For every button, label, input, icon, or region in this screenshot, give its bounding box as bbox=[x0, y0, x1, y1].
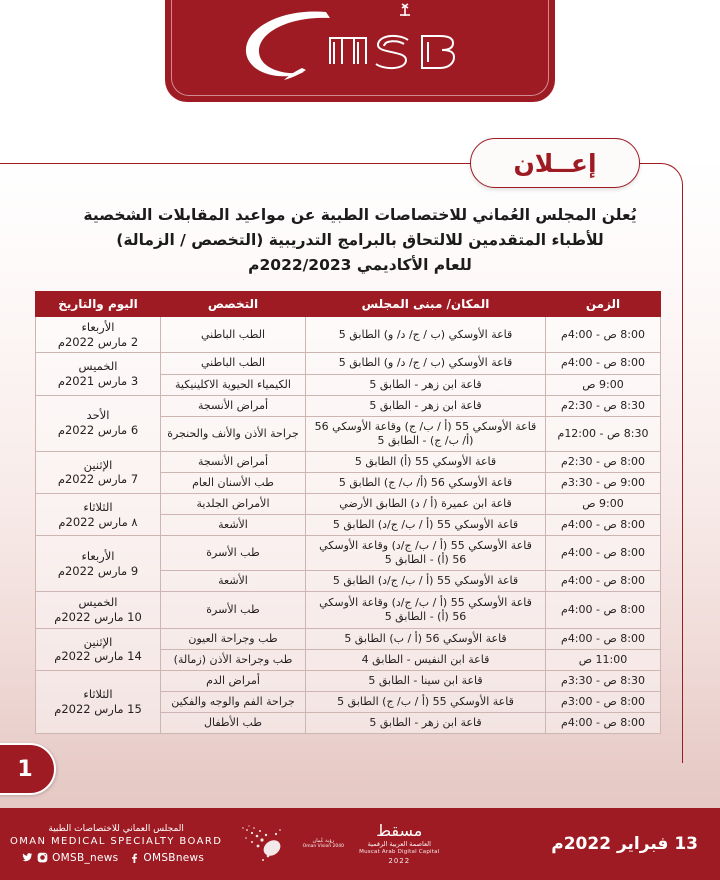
cell-time: 8:00 ص - 4:00م bbox=[546, 536, 661, 571]
omsb-logo bbox=[165, 0, 555, 102]
muscat-logo-english: Muscat Arab Digital Capital bbox=[359, 849, 440, 856]
table-row bbox=[36, 536, 661, 571]
cell-date bbox=[36, 317, 161, 353]
cell-date bbox=[36, 451, 161, 493]
footer-omsb-block bbox=[10, 823, 222, 865]
cell-date bbox=[36, 628, 161, 670]
omsb-logo-mark bbox=[230, 2, 490, 86]
cell-time: 8:00 ص - 4:00م bbox=[546, 353, 661, 374]
cell-specialty: طب وجراحة العيون bbox=[161, 628, 306, 649]
cell-specialty: أمراض الأنسجة bbox=[161, 395, 306, 416]
intro-paragraph bbox=[40, 203, 680, 278]
cell-date bbox=[36, 353, 161, 395]
cell-date-day: الإثنين bbox=[83, 634, 113, 649]
facebook-icon[interactable] bbox=[128, 852, 139, 863]
cell-venue: قاعة الأوسكي (ب / ج/ د/ و) الطابق 5 bbox=[306, 353, 546, 374]
footer-logo-group bbox=[10, 808, 442, 880]
cell-time: 8:30 ص - 12:00م bbox=[546, 416, 661, 451]
cell-venue: قاعة ابن زهر - الطابق 5 bbox=[306, 395, 546, 416]
cell-date-full: 10 مارس 2022م bbox=[54, 610, 142, 625]
table-row bbox=[36, 670, 661, 691]
cell-date bbox=[36, 670, 161, 733]
announcement-badge bbox=[470, 138, 640, 188]
cell-venue: قاعة الأوسكي 55 (أ / ب/ ج/د) وقاعة الأوسكي 56 (أ) - الطابق 5 bbox=[306, 592, 546, 628]
cell-date-full: 15 مارس 2022م bbox=[54, 702, 142, 717]
social-handle-twitter-instagram[interactable]: OMSB_news bbox=[52, 851, 119, 864]
muscat-logo-year: 2022 bbox=[388, 856, 411, 865]
page-number: 1 bbox=[17, 756, 33, 782]
instagram-icon[interactable] bbox=[37, 852, 48, 863]
cell-time: 9:00 ص bbox=[546, 374, 661, 395]
footer-omsb-arabic: المجلس العماني للاختصاصات الطبية bbox=[48, 824, 184, 835]
muscat-logo-main: مسقط bbox=[376, 821, 423, 841]
cell-date-day: الثلاثاء bbox=[83, 499, 113, 514]
cell-date bbox=[36, 395, 161, 451]
footer-omsb-english: OMAN MEDICAL SPECIALTY BOARD bbox=[10, 836, 223, 848]
cell-specialty: الطب الباطني bbox=[161, 317, 306, 353]
cell-time: 8:00 ص - 3:00م bbox=[546, 692, 661, 713]
table-row bbox=[36, 353, 661, 374]
omsb-logo-card bbox=[165, 0, 555, 102]
cell-venue: قاعة الأوسكي 55 (أ / ب/ ج/د) الطابق 5 bbox=[306, 515, 546, 536]
muscat-digital-capital-logo bbox=[356, 823, 442, 865]
cell-date-day: الأربعاء bbox=[81, 549, 115, 564]
intro-line-2: للأطباء المتقدمين للالتحاق بالبرامج التدريبية (التخصص / الزمالة) bbox=[116, 231, 604, 250]
cell-venue: قاعة ابن سينا - الطابق 5 bbox=[306, 670, 546, 691]
cell-venue: قاعة ابن عميرة (أ / د) الطابق الأرضي bbox=[306, 493, 546, 514]
cell-venue: قاعة ابن زهر - الطابق 5 bbox=[306, 713, 546, 734]
cell-time: 9:00 ص bbox=[546, 493, 661, 514]
cell-venue: قاعة الأوسكي 56 (أ / ب) الطابق 5 bbox=[306, 628, 546, 649]
cell-specialty: الأشعة bbox=[161, 571, 306, 592]
cell-venue: قاعة الأوسكي 55 (أ / ب/ ج/د) الطابق 5 bbox=[306, 571, 546, 592]
cell-date-full: 2 مارس 2022م bbox=[57, 334, 139, 349]
cell-date bbox=[36, 493, 161, 535]
cell-venue: قاعة الأوسكي 55 (أ / ب/ ج) وقاعة الأوسكي 56 (أ/ ب/ ج) - الطابق 5 bbox=[306, 416, 546, 451]
cell-time: 8:00 ص - 4:00م bbox=[546, 317, 661, 353]
intro-line-3: للعام الأكاديمي 2022/2023م bbox=[248, 256, 472, 275]
cell-specialty: جراحة الفم والوجه والفكين bbox=[161, 692, 306, 713]
cell-venue: قاعة الأوسكي (ب / ج/ د/ و) الطابق 5 bbox=[306, 317, 546, 353]
cell-specialty: الكيمياء الحيوية الاكلينيكية bbox=[161, 374, 306, 395]
schedule-table-body bbox=[36, 317, 661, 734]
header-date: اليوم والتاريخ bbox=[36, 292, 161, 317]
cell-date-full: 7 مارس 2022م bbox=[57, 472, 139, 487]
cell-venue: قاعة الأوسكي 56 (أ/ ب/ ج) الطابق 5 bbox=[306, 472, 546, 493]
cell-date-full: 3 مارس 2021م bbox=[57, 374, 139, 389]
cell-specialty: جراحة الأذن والأنف والحنجرة bbox=[161, 416, 306, 451]
muscat-logo-arabic: العاصمة العربية الرقمية bbox=[367, 840, 431, 848]
cell-time: 8:00 ص - 4:00م bbox=[546, 592, 661, 628]
vision-logo-arabic: رؤية عُمان bbox=[312, 837, 335, 844]
cell-time: 8:30 ص - 2:30م bbox=[546, 395, 661, 416]
cell-venue: قاعة الأوسكي 55 (أ / ب/ ج/د) وقاعة الأوسكي 56 (أ) - الطابق 5 bbox=[306, 536, 546, 571]
cell-time: 11:00 ص bbox=[546, 649, 661, 670]
footer-social-row bbox=[10, 851, 222, 865]
cell-date-full: 9 مارس 2022م bbox=[57, 563, 139, 578]
header-venue: المكان/ مبنى المجلس bbox=[306, 292, 546, 317]
schedule-table-wrapper bbox=[36, 291, 661, 734]
cell-date-day: الخميس bbox=[78, 595, 118, 610]
cell-date-day: الأربعاء bbox=[81, 320, 115, 334]
table-row bbox=[36, 317, 661, 353]
vision-logo-english: Oman Vision 2040 bbox=[302, 844, 344, 850]
table-header-row bbox=[36, 292, 661, 317]
cell-date-day: الخميس bbox=[78, 359, 118, 374]
table-row bbox=[36, 451, 661, 472]
header-divider-line bbox=[0, 163, 480, 164]
header-time: الزمن bbox=[546, 292, 661, 317]
cell-date bbox=[36, 592, 161, 628]
cell-date-full: ٨ مارس 2022م bbox=[58, 514, 138, 529]
table-row bbox=[36, 395, 661, 416]
cell-date bbox=[36, 536, 161, 592]
cell-specialty: طب وجراحة الأذن (زمالة) bbox=[161, 649, 306, 670]
schedule-table bbox=[35, 291, 661, 734]
cell-specialty: طب الأسرة bbox=[161, 536, 306, 571]
footer-bar bbox=[0, 808, 720, 880]
cell-venue: قاعة ابن زهر - الطابق 5 bbox=[306, 374, 546, 395]
cell-time: 9:00 ص - 3:30م bbox=[546, 472, 661, 493]
cell-time: 8:00 ص - 4:00م bbox=[546, 713, 661, 734]
social-handle-facebook[interactable]: OMSBnews bbox=[143, 851, 205, 864]
cell-date-day: الأحد bbox=[86, 408, 110, 423]
cell-date-day: الثلاثاء bbox=[83, 687, 113, 702]
cell-specialty: طب الأسنان العام bbox=[161, 472, 306, 493]
cell-specialty: طب الأطفال bbox=[161, 713, 306, 734]
table-row bbox=[36, 493, 661, 514]
cell-time: 8:00 ص - 4:00م bbox=[546, 628, 661, 649]
cell-venue: قاعة ابن النفيس - الطابق 4 bbox=[306, 649, 546, 670]
header-specialty: التخصص bbox=[161, 292, 306, 317]
cell-specialty: أمراض الأنسجة bbox=[161, 451, 306, 472]
cell-specialty: الأشعة bbox=[161, 515, 306, 536]
cell-specialty: الأمراض الجلدية bbox=[161, 493, 306, 514]
twitter-icon[interactable] bbox=[22, 852, 33, 863]
cell-date-full: 14 مارس 2022م bbox=[54, 649, 142, 664]
cell-date-full: 6 مارس 2022م bbox=[57, 423, 139, 438]
table-row bbox=[36, 628, 661, 649]
cell-specialty: طب الأسرة bbox=[161, 592, 306, 628]
cell-venue: قاعة الأوسكي 55 (أ) الطابق 5 bbox=[306, 451, 546, 472]
publication-date: 13 فبراير 2022م bbox=[551, 834, 698, 854]
intro-line-1: يُعلن المجلس العُماني للاختصاصات الطبية عن مواعيد المقابلات الشخصية bbox=[83, 206, 637, 224]
cell-time: 8:00 ص - 4:00م bbox=[546, 571, 661, 592]
page-number-badge bbox=[0, 743, 56, 795]
announcement-label: إعــلان bbox=[513, 148, 597, 178]
cell-time: 8:30 ص - 3:30م bbox=[546, 670, 661, 691]
oman-vision-logo bbox=[300, 838, 346, 850]
particle-swoosh-graphic bbox=[232, 822, 290, 866]
cell-time: 8:00 ص - 4:00م bbox=[546, 515, 661, 536]
cell-time: 8:00 ص - 2:30م bbox=[546, 451, 661, 472]
cell-specialty: أمراض الدم bbox=[161, 670, 306, 691]
cell-venue: قاعة الأوسكي 55 (أ / ب/ ج) الطابق 5 bbox=[306, 692, 546, 713]
table-row bbox=[36, 592, 661, 628]
cell-date-day: الإثنين bbox=[83, 457, 113, 472]
cell-specialty: الطب الباطني bbox=[161, 353, 306, 374]
